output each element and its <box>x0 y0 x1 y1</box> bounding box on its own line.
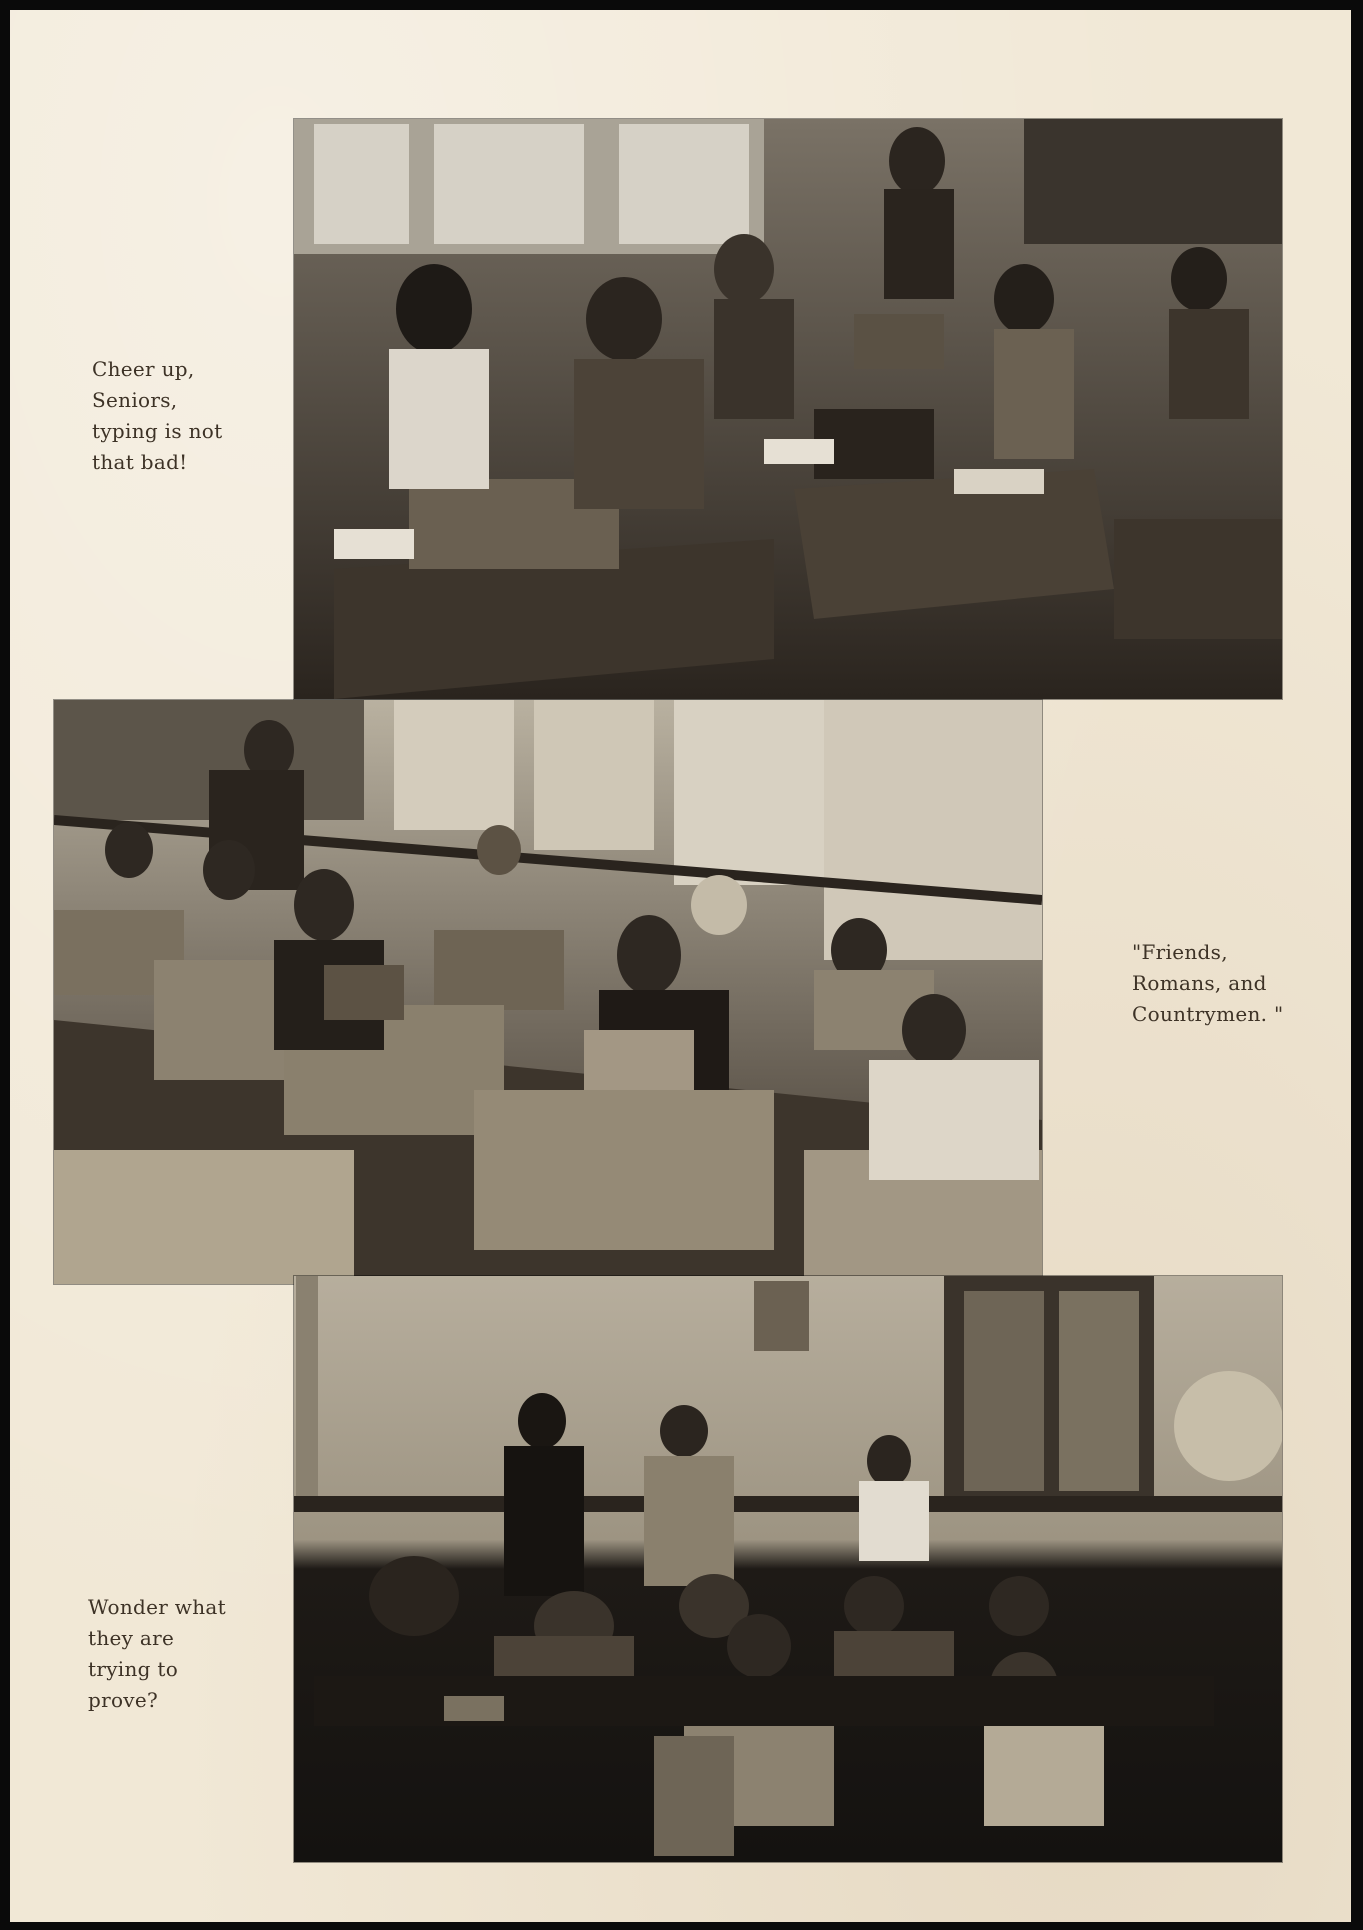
reading-caption: "Friends, Romans, and Countrymen. " <box>1132 940 1284 1026</box>
lab-caption: Wonder what they are trying to prove? <box>88 1595 226 1712</box>
reading-class-photo <box>54 700 1042 1284</box>
science-lab-photo <box>294 1276 1282 1862</box>
yearbook-page <box>10 10 1351 1922</box>
typing-caption: Cheer up, Seniors, typing is not that bad! <box>92 357 223 474</box>
typing-class-photo <box>294 119 1282 699</box>
